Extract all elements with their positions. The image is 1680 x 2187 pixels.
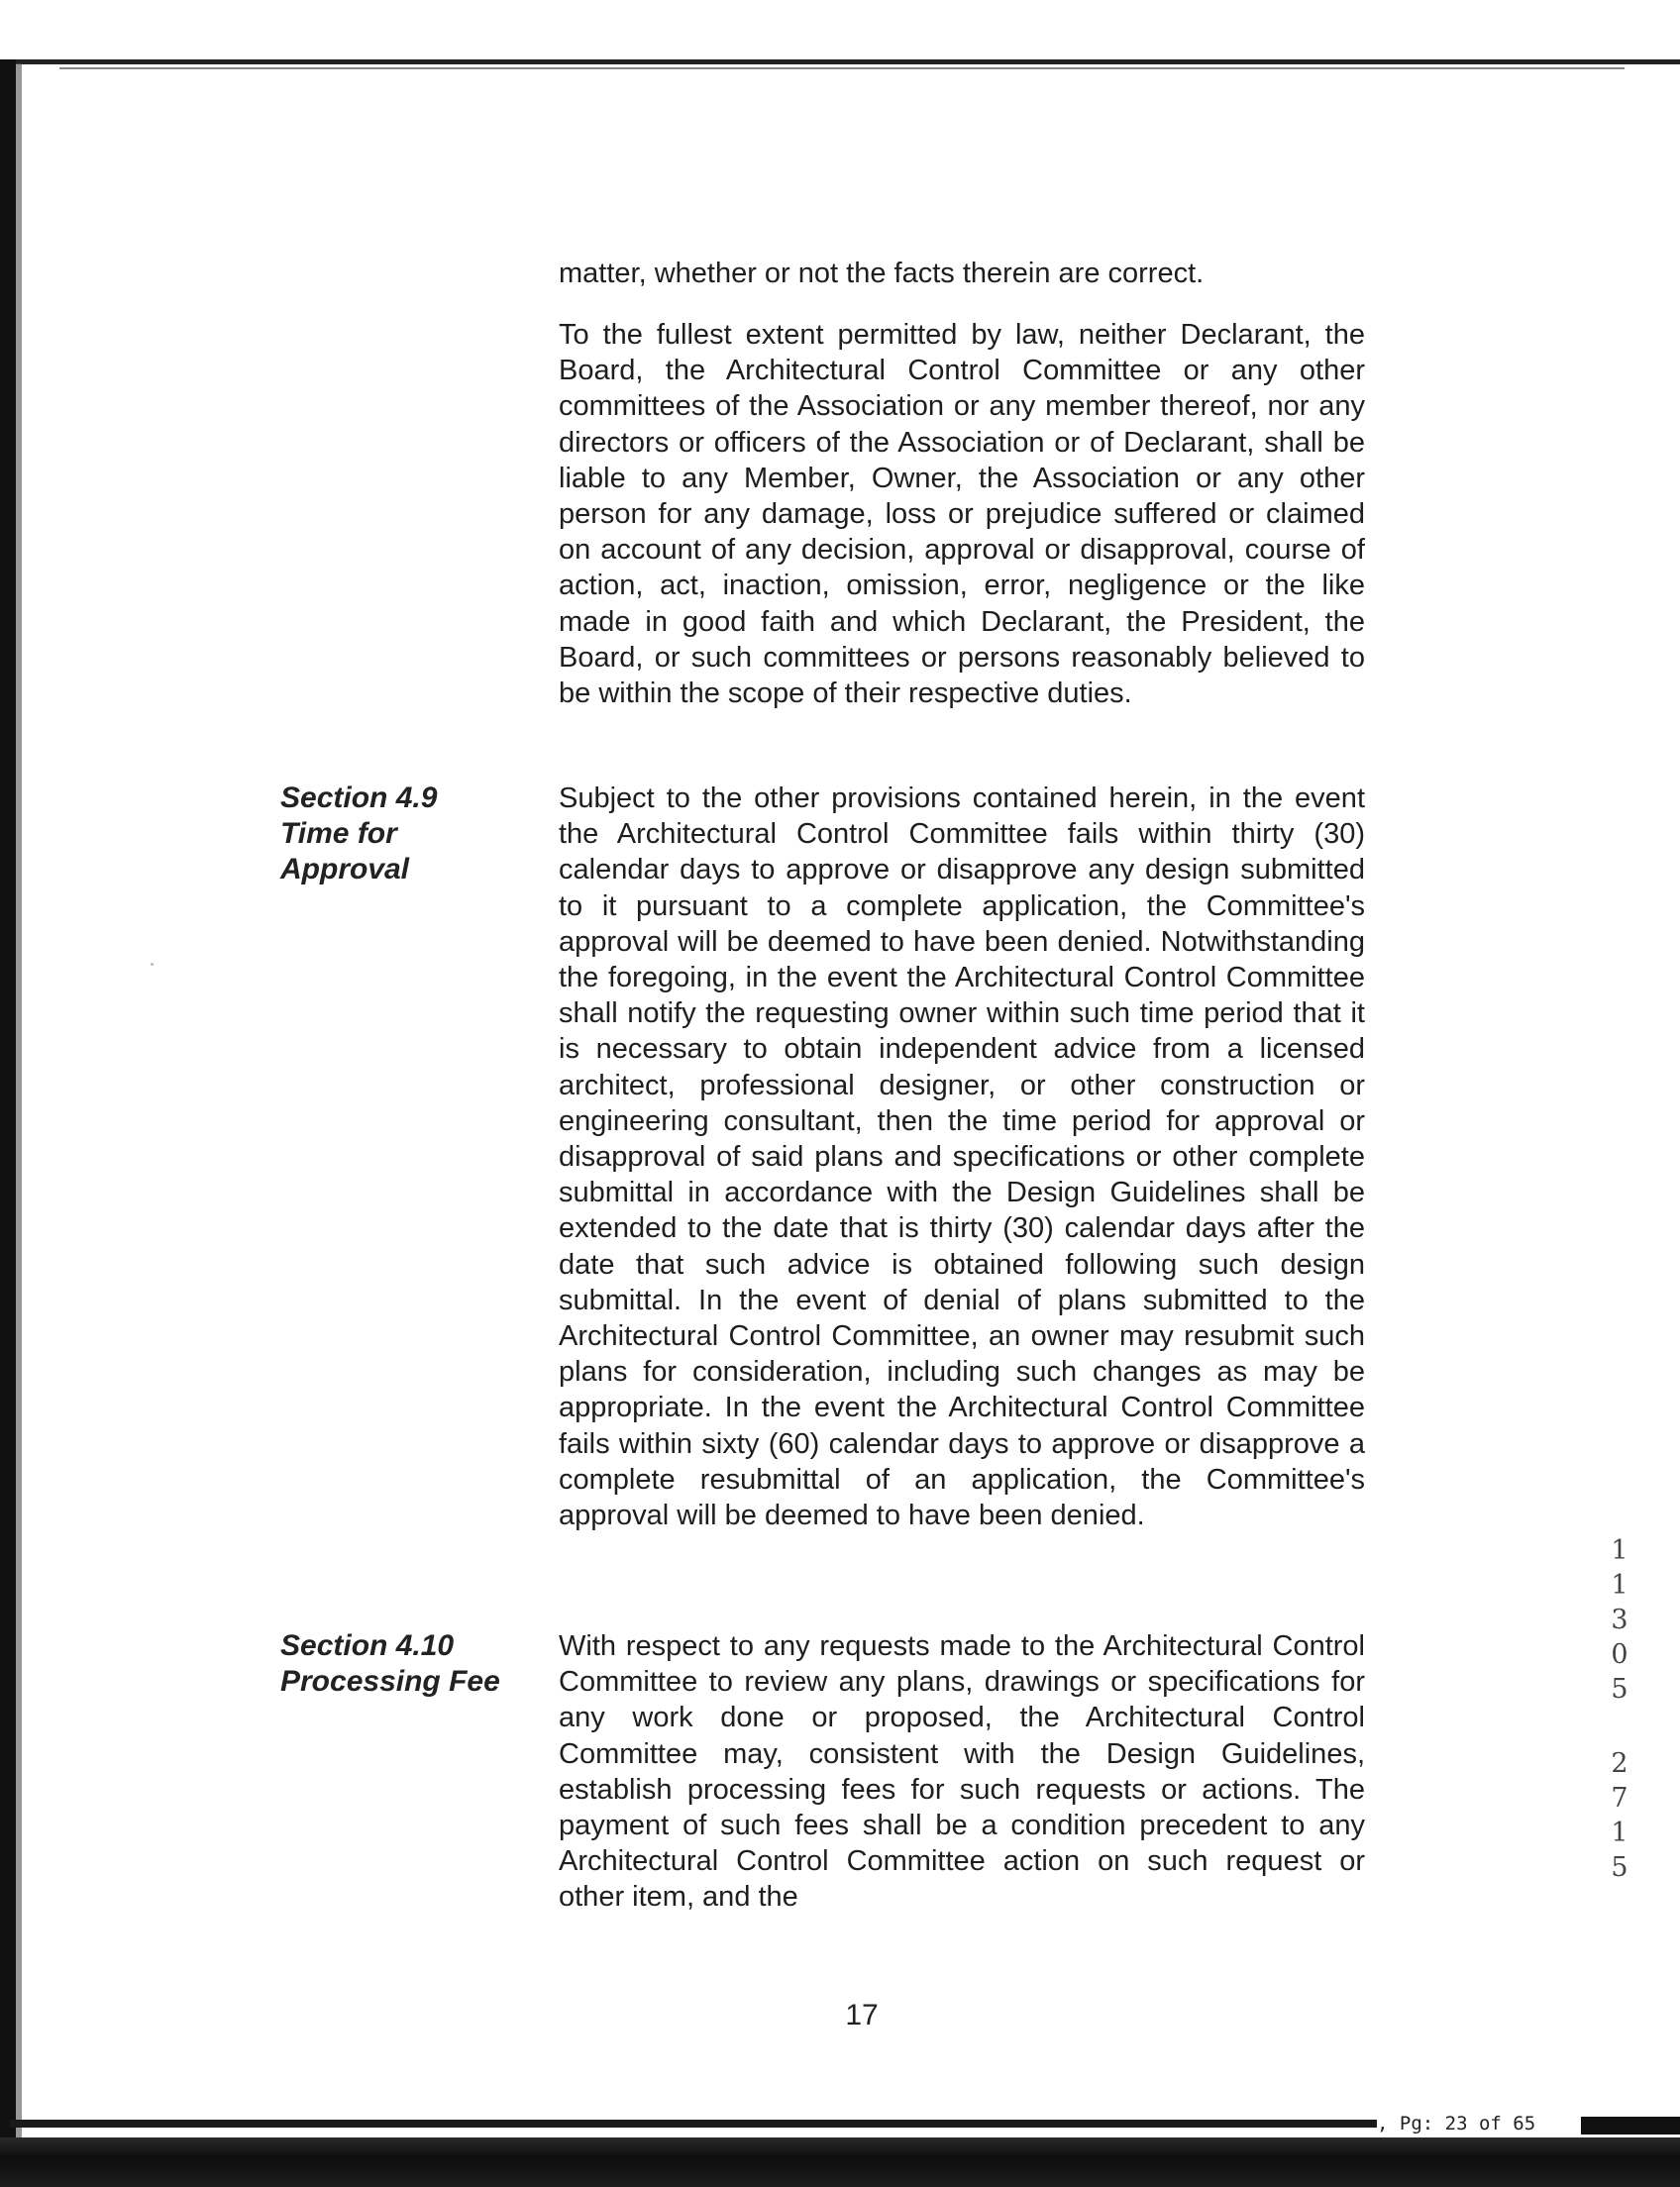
section-4-9-heading: Section 4.9 Time for Approval xyxy=(280,781,438,885)
section-4-10-heading: Section 4.10 Processing Fee xyxy=(280,1629,500,1698)
page-number: 17 xyxy=(845,1999,879,2031)
scan-speck xyxy=(151,963,154,966)
intro-line: matter, whether or not the facts therein are correct. xyxy=(559,258,1205,289)
scan-bottom-rule xyxy=(10,2120,1377,2128)
stamp-tail-bar xyxy=(1581,2117,1680,2135)
scan-bottom-edge xyxy=(0,2137,1680,2187)
scan-left-shadow xyxy=(16,63,22,2143)
liability-paragraph: To the fullest extent permitted by law, neither Declarant, the Board, the Architectural Control Committee or any other committees of the Association or any member thereof, nor any directors or officers of the Association or of Declarant, shall be liable to any Member, Owner, the Association or any other person for any damage, loss or prejudice suffered or claimed on account of any decision, approval or disapproval, course of action, act, inaction, omission, error, negligence or the like made in good faith and which Declarant, the President, the Board, or such committees or persons reasonably believed to be within the scope of their respective duties. xyxy=(559,319,1365,710)
recording-page-stamp: , Pg: 23 of 65 xyxy=(1377,2110,1634,2137)
scan-top-edge xyxy=(0,59,1680,64)
side-recording-stamp: 1 1 3 0 5 2 7 1 5 xyxy=(1611,1535,1628,1883)
section-4-9-body: Subject to the other provisions contained herein, in the event the Architectural Control Committee fails within thirty (30) calendar days to approve or disapprove any design submitted to it pursuant to a complete application, the Committee's approval will be deemed to have been denied. Notwithstanding the foregoing, in the event the Architectural Control Committee shall notify the requesting owner within such time period that it is necessary to obtain independent advice from a licensed architect, professional designer, or other construction or engineering consultant, then the time period for approval or disapproval of said plans and specifications or other complete submittal in accordance with the Design Guidelines shall be extended to the date that is thirty (30) calendar days after the date that such advice is obtained following such design submittal. In the event of denial of plans submitted to the Architectural Control Committee, an owner may resubmit such plans for consideration, including such changes as may be appropriate. In the event the Architectural Control Committee fails within sixty (60) calendar days to approve or disapprove a complete resubmittal of an application, the Committee's approval will be deemed to have been denied. xyxy=(559,782,1365,1532)
section-4-10-body: With respect to any requests made to the Architectural Control Committee to review any plans, drawings or specifications for any work done or proposed, the Architectural Control Committee may, consistent with the Design Guidelines, establish processing fees for such requests or actions. The payment of such fees shall be a condition precedent to any Architectural Control Committee action on such request or other item, and the xyxy=(559,1630,1365,1914)
scan-left-edge xyxy=(0,59,16,2187)
scan-top-rule xyxy=(59,67,1625,69)
